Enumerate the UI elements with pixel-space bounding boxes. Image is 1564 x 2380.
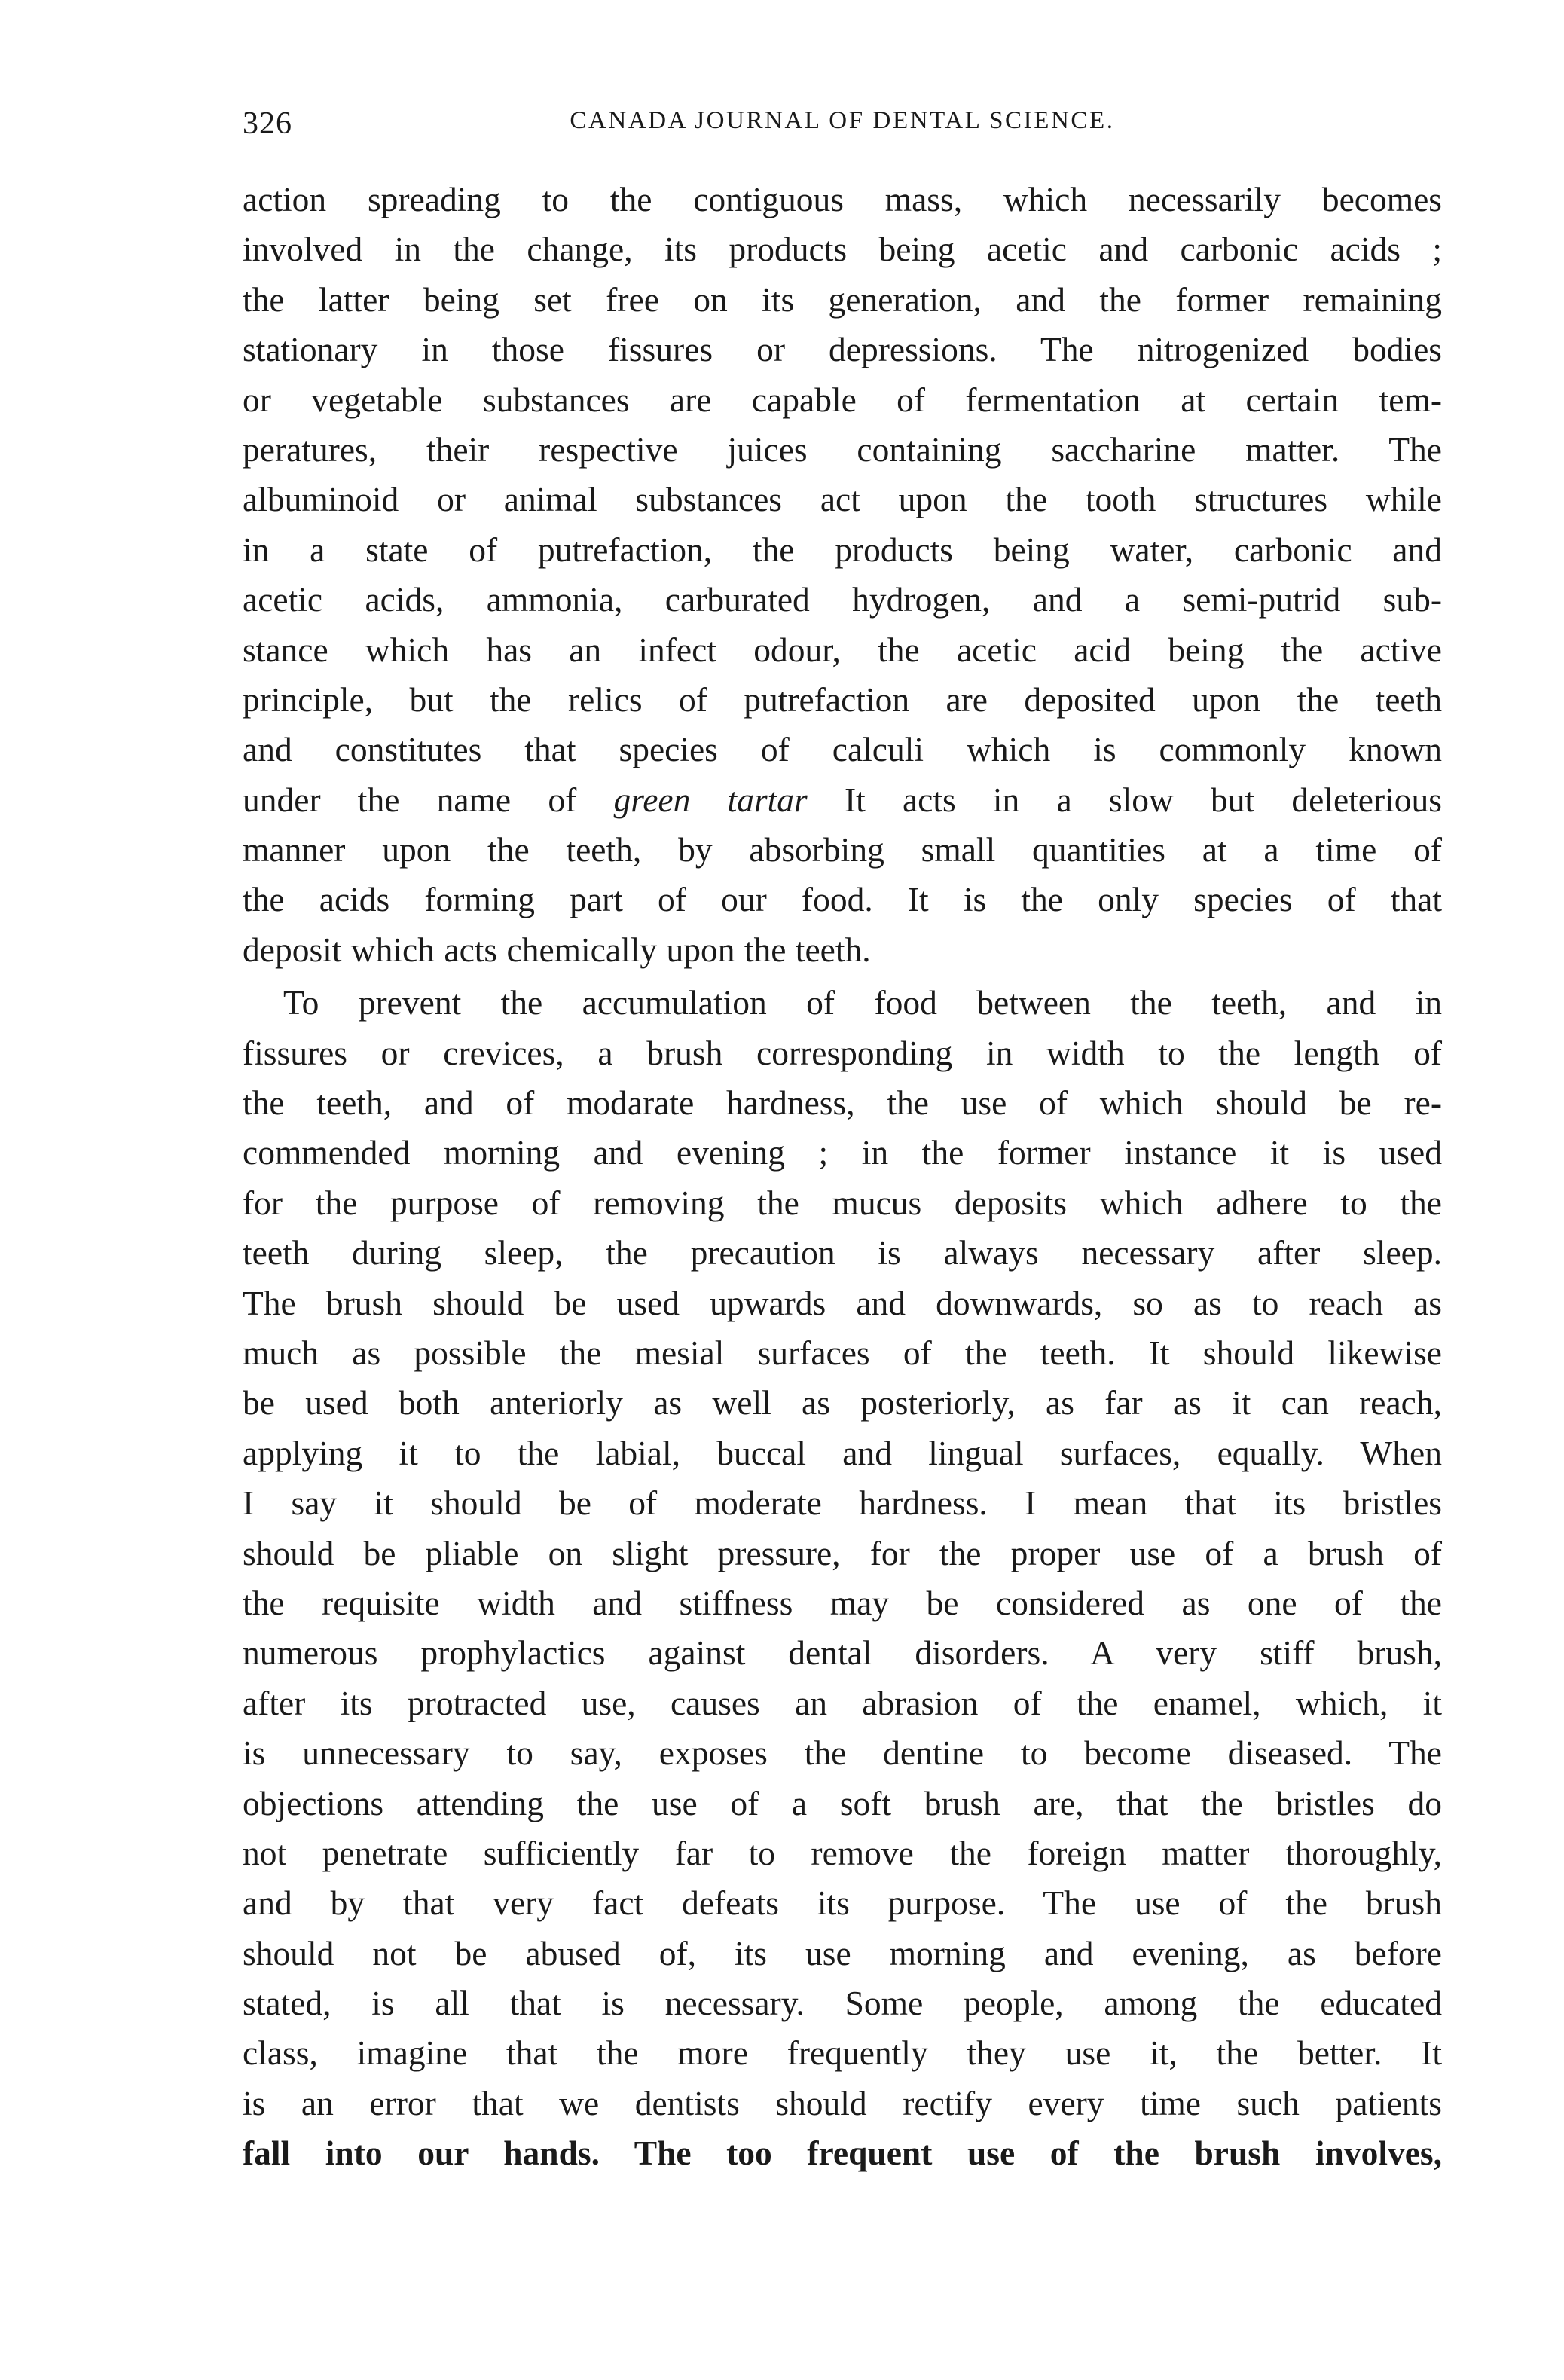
text-line: deposit which acts chemically upon the teeth. <box>243 930 871 969</box>
text-line: for the purpose of removing the mucus deposits which adhere to the <box>243 1183 1442 1222</box>
text-line: much as possible the mesial surfaces of the teeth. It should likewise <box>243 1333 1442 1372</box>
text-line: involved in the change, its products being acetic and carbonic acids ; <box>243 230 1442 269</box>
text-line: fissures or crevices, a brush corresponding in width to the length of <box>243 1033 1442 1072</box>
text-line: or vegetable substances are capable of fermentation at certain tem- <box>243 380 1442 419</box>
text-line: The brush should be used upwards and downwards, so as to reach as <box>243 1283 1442 1322</box>
paragraph-2 <box>243 978 1442 2178</box>
text-line: action spreading to the contiguous mass, which necessarily becomes <box>243 180 1442 218</box>
text-line: is an error that we dentists should rectify every time such patients <box>243 2083 1442 2122</box>
text-line: stance which has an infect odour, the acetic acid being the active <box>243 630 1442 669</box>
text-line: is unnecessary to say, exposes the dentine to become diseased. The <box>243 1734 1442 1773</box>
text-line: commended morning and evening ; in the former instance it is used <box>243 1133 1442 1172</box>
text-line: stated, is all that is necessary. Some people, among the educated <box>243 1984 1442 2023</box>
text-line: manner upon the teeth, by absorbing small quantities at a time of <box>243 830 1442 869</box>
text-line: should not be abused of, its use morning and evening, as before <box>243 1933 1442 1972</box>
text-line: be used both anteriorly as well as posteriorly, as far as it can reach, <box>243 1383 1442 1422</box>
text-line: acetic acids, ammonia, carburated hydrogen, and a semi-putrid sub- <box>243 580 1442 619</box>
text-line: peratures, their respective juices containing saccharine matter. The <box>243 429 1442 469</box>
text-line: after its protracted use, causes an abrasion of the enamel, which, it <box>243 1683 1442 1722</box>
text-line: I say it should be of moderate hardness. I mean that its bristles <box>243 1483 1442 1523</box>
text-line: the latter being set free on its generation, and the former remaining <box>243 280 1442 319</box>
text-line: and by that very fact defeats its purpose. The use of the brush <box>243 1884 1442 1923</box>
text-line: the acids forming part of our food. It is the only species of that <box>243 880 1442 919</box>
paragraph-1 <box>243 175 1442 975</box>
text-line: teeth during sleep, the precaution is always necessary after sleep. <box>243 1233 1442 1272</box>
page-number: 326 <box>243 106 292 141</box>
text-line: albuminoid or animal substances act upon the tooth structures while <box>243 480 1442 519</box>
text-line: numerous prophylactics against dental disorders. A very stiff brush, <box>243 1633 1442 1673</box>
text-line: To prevent the accumulation of food between the teeth, and in <box>283 983 1442 1022</box>
text-line: the requisite width and stiffness may be considered as one of the <box>243 1583 1442 1622</box>
text-line: stationary in those fissures or depressions. The nitrogenized bodies <box>243 330 1442 369</box>
text-line: in a state of putrefaction, the products being water, carbonic and <box>243 530 1442 569</box>
text-line: not penetrate sufficiently far to remove the foreign matter thoroughly, <box>243 1833 1442 1872</box>
text-line: applying it to the labial, buccal and lingual surfaces, equally. When <box>243 1433 1442 1472</box>
text-line-green-tartar: under the name of green tartar It acts in a slow but deleterious <box>243 780 1442 819</box>
body-text <box>243 175 1442 2179</box>
text-line: class, imagine that the more frequently they use it, the better. It <box>243 2033 1442 2073</box>
text-line: principle, but the relics of putrefaction are deposited upon the teeth <box>243 680 1442 719</box>
text-line: objections attending the use of a soft brush are, that the bristles do <box>243 1783 1442 1822</box>
italic-phrase: green tartar <box>613 780 808 819</box>
text-line: fall into our hands. The too frequent use of the brush involves, <box>243 2134 1442 2173</box>
text-line: and constitutes that species of calculi which is commonly known <box>243 730 1442 769</box>
text-line: should be pliable on slight pressure, for the proper use of a brush of <box>243 1533 1442 1572</box>
page-header <box>243 105 1442 151</box>
running-head: CANADA JOURNAL OF DENTAL SCIENCE. <box>570 107 1115 134</box>
text-line: the teeth, and of modarate hardness, the use of which should be re- <box>243 1083 1442 1123</box>
